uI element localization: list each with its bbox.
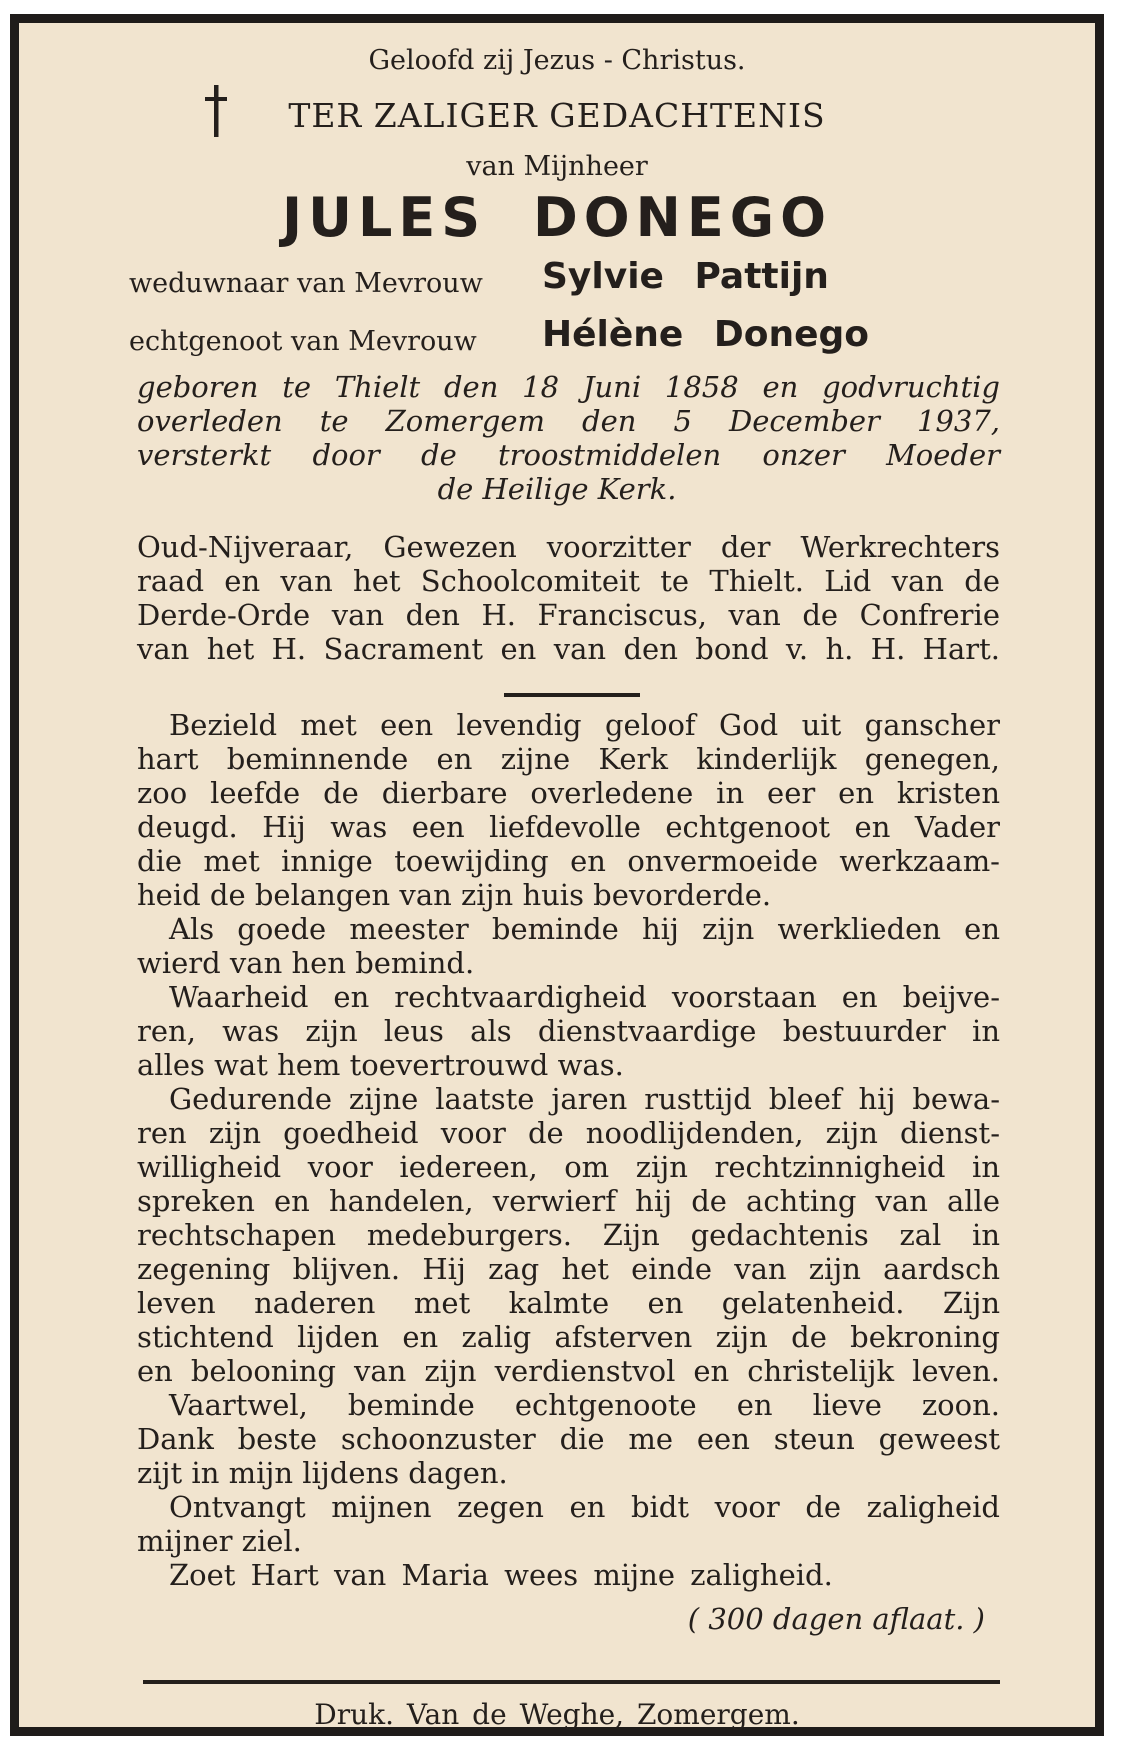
titles-line: Oud-Nijveraar, Gewezen voorzitter der Werkrechters [137,530,1000,564]
body-line: Als goede meester beminde hij zijn werklieden en [169,912,1000,946]
deceased-name: JULES DONEGO [282,186,832,249]
body-line: Vaartwel, beminde echtgenoote en lieve zoon. [169,1388,1000,1422]
body-line: deugd. Hij was een liefdevolle echtgenoot en Vader [137,810,1000,844]
life-line: de Heilige Kerk. [437,472,677,506]
honorific: van Mijnheer [466,151,648,182]
body-line: zegening blijven. Hij zag het einde van zijn aardsch [137,1252,1000,1286]
spouse-name: Hélène Donego [542,314,870,355]
life-line: overleden te Zomergem den 5 December 1937, [137,404,1000,438]
motto: Geloofd zij Jezus - Christus. [368,45,746,76]
indulgence-note: ( 300 dagen aflaat. ) [687,1602,985,1636]
body-line: spreken en handelen, verwierf hij de achting van alle [137,1184,1000,1218]
titles-line: raad en van het Schoolcomiteit te Thielt. Lid van de [137,564,1000,598]
life-line: versterkt door de troostmiddelen onzer Moeder [137,438,1000,472]
body-line: rechtschapen medeburgers. Zijn gedachtenis zal in [137,1218,1000,1252]
card-title: TER ZALIGER GEDACHTENIS [288,96,826,135]
body-line: wierd van hen bemind. [137,946,475,980]
body-line: Zoet Hart van Maria wees mijne zaligheid. [169,1558,833,1592]
memorial-card [10,14,1104,1736]
body-line: die met innige toewijding en onvermoeide werkzaam- [137,844,1000,878]
body-line: ren, was zijn leus als dienstvaardige bestuurder in [137,1014,1000,1048]
body-line: mijner ziel. [137,1524,302,1558]
printer-credit: Druk. Van de Weghe, Zomergem. [314,1698,800,1731]
body-line: zoo leefde de dierbare overledene in eer en kristen [137,776,1000,810]
body-line: willigheid voor iedereen, om zijn rechtzinnigheid in [137,1150,1000,1184]
life-line: geboren te Thielt den 18 Juni 1858 en godvruchtig [137,370,1000,404]
body-line: Dank beste schoonzuster die me een steun geweest [137,1422,1000,1456]
titles-line: Derde-Orde van den H. Franciscus, van de Confrerie [137,598,1000,632]
body-line: leven naderen met kalmte en gelatenheid. Zijn [137,1286,1000,1320]
body-line: zijt in mijn lijdens dagen. [137,1456,508,1490]
widower-prefix: weduwnaar van Mevrouw [129,268,483,299]
body-line: stichtend lijden en zalig afsterven zijn de bekroning [137,1320,1000,1354]
body-line: Bezield met een levendig geloof God uit ganscher [169,708,1000,742]
body-line: Waarheid en rechtvaardigheid voorstaan en beijve- [169,980,1000,1014]
body-line: alles wat hem toevertrouwd was. [137,1048,624,1082]
body-line: heid de belangen van zijn huis bevorderde. [137,878,772,912]
body-line: Gedurende zijne laatste jaren rusttijd bleef hij bewa- [169,1082,1000,1116]
spouse-prefix: echtgenoot van Mevrouw [129,326,477,357]
body-line: ren zijn goedheid voor de noodlijdenden, zijn dienst- [137,1116,1000,1150]
decorative-underline [504,693,640,697]
body-line: hart beminnende en zijne Kerk kinderlijk genegen, [137,742,1000,776]
body-line: en belooning van zijn verdienstvol en christelijk leven. [137,1354,1000,1388]
widower-name: Sylvie Pattijn [542,256,829,297]
body-line: Ontvangt mijnen zegen en bidt voor de zaligheid [169,1490,1000,1524]
titles-line: van het H. Sacrament en van den bond v. h. H. Hart. [137,632,1000,666]
footer-rule [143,1680,1000,1684]
